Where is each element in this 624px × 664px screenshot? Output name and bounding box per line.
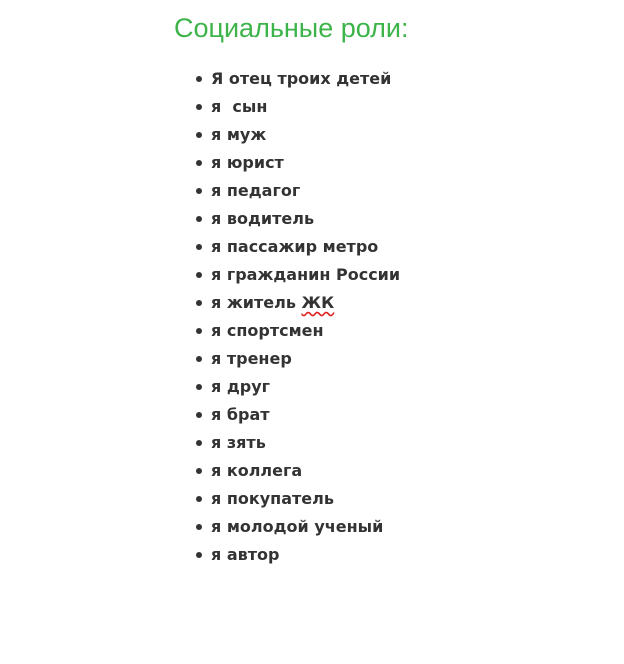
bullet-icon [196, 384, 202, 390]
list-item-text: я спортсмен [211, 321, 324, 340]
bullet-icon [196, 440, 202, 446]
list-item [194, 233, 400, 261]
list-item-text-prefix: я житель [211, 293, 302, 312]
list-item [194, 513, 400, 541]
list-item [194, 65, 400, 93]
list-item [194, 457, 400, 485]
list-item-text: я молодой ученый [211, 517, 384, 536]
social-roles-list [194, 65, 400, 569]
list-item-text: я муж [211, 125, 267, 144]
list-item-text: я автор [211, 545, 280, 564]
page-title: Социальные роли: [174, 13, 409, 43]
list-item [194, 429, 400, 457]
bullet-icon [196, 412, 202, 418]
list-item-text: я брат [211, 405, 270, 424]
list-item [194, 373, 400, 401]
list-item [194, 345, 400, 373]
bullet-icon [196, 524, 202, 530]
spellcheck-flagged-word: ЖК [301, 293, 335, 312]
bullet-icon [196, 468, 202, 474]
list-item-text: я гражданин России [211, 265, 401, 284]
bullet-icon [196, 244, 202, 250]
bullet-icon [196, 188, 202, 194]
bullet-icon [196, 104, 202, 110]
list-item [194, 205, 400, 233]
list-item [194, 289, 400, 317]
list-item-text: я покупатель [211, 489, 334, 508]
list-item-text: Я отец троих детей [211, 69, 392, 88]
bullet-icon [196, 328, 202, 334]
bullet-icon [196, 132, 202, 138]
list-item [194, 121, 400, 149]
list-item-text: я коллега [211, 461, 303, 480]
list-item [194, 541, 400, 569]
list-item-text: я водитель [211, 209, 315, 228]
list-item-text: я друг [211, 377, 271, 396]
bullet-icon [196, 76, 202, 82]
list-item [194, 485, 400, 513]
list-item-text: я юрист [211, 153, 284, 172]
list-item-text: я пассажир метро [211, 237, 379, 256]
list-item [194, 177, 400, 205]
bullet-icon [196, 272, 202, 278]
bullet-icon [196, 496, 202, 502]
list-item-text: я педагог [211, 181, 301, 200]
list-item-text [211, 293, 334, 312]
list-item [194, 93, 400, 121]
list-item [194, 401, 400, 429]
list-item-text: я тренер [211, 349, 292, 368]
list-item [194, 149, 400, 177]
list-item [194, 261, 400, 289]
bullet-icon [196, 300, 202, 306]
bullet-icon [196, 160, 202, 166]
list-item-text: я зять [211, 433, 266, 452]
bullet-icon [196, 356, 202, 362]
list-item-text: я сын [211, 97, 268, 116]
list-item [194, 317, 400, 345]
bullet-icon [196, 552, 202, 558]
bullet-icon [196, 216, 202, 222]
